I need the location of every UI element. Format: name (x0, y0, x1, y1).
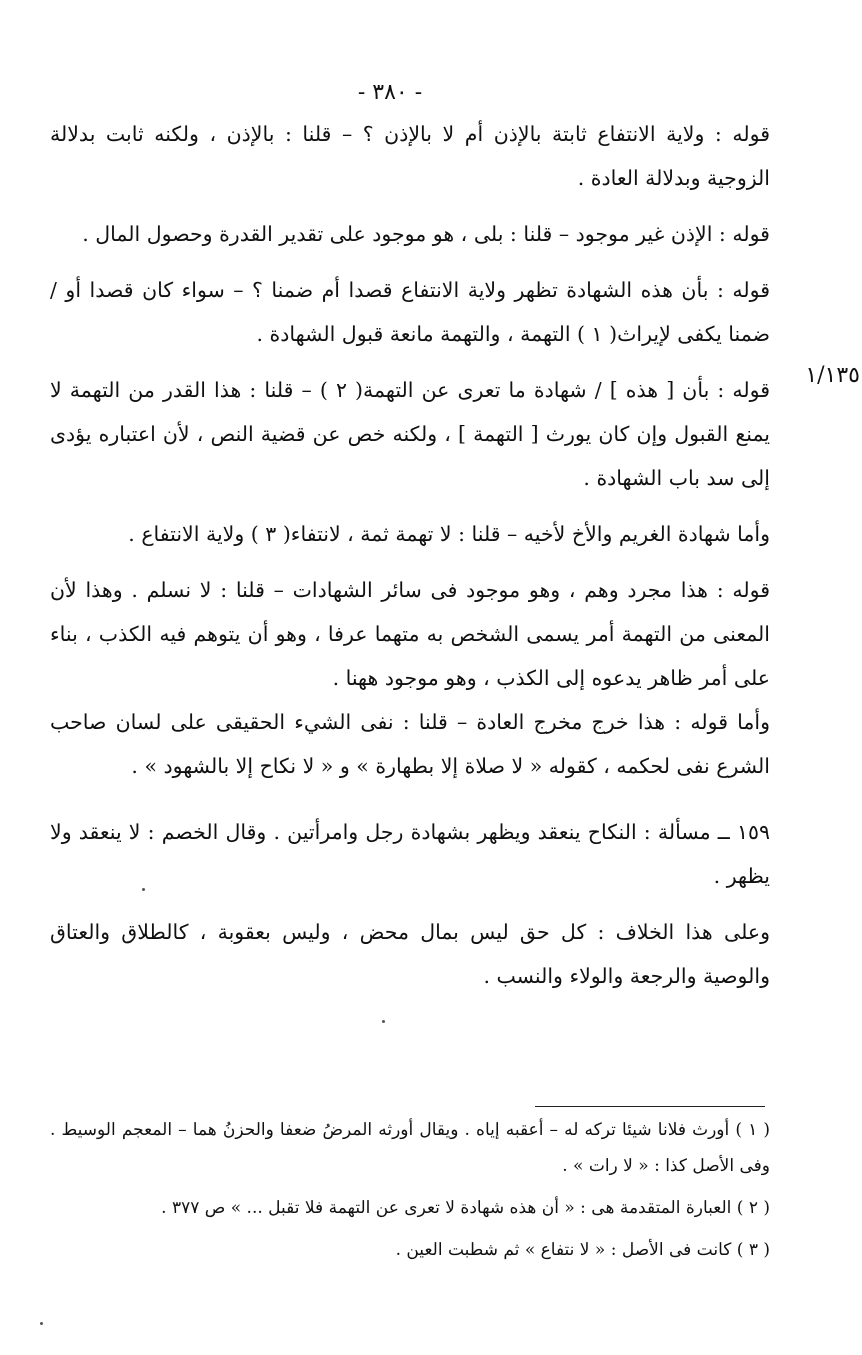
paragraph: قوله : هذا مجرد وهم ، وهو موجود فى سائر الشهادات – قلنا : لا نسلم . وهذا لأن المعنى من التهمة أمر يسمى الشخص به متهما عرفا ، وهو أن يتوهم فيه الكذب ، بناء على أمر ظاهر يدعوه إلى الكذب ، وهو موجود ههنا . (50, 578, 770, 690)
paragraph: قوله : الإذن غير موجود – قلنا : بلى ، هو موجود على تقدير القدرة وحصول المال . (82, 222, 770, 246)
footnote-separator (535, 1106, 765, 1107)
margin-folio-reference: ١/١٣٥ (805, 363, 860, 388)
paragraph: قوله : ولاية الانتفاع ثابتة بالإذن أم لا بالإذن ؟ – قلنا : بالإذن ، ولكنه ثابت بدلالة الزوجية وبدلالة العادة . (50, 122, 770, 190)
paragraph: قوله : بأن [ هذه ] / شهادة ما تعرى عن التهمة( ٢ ) – قلنا : هذا القدر من التهمة لا يمنع القبول وإن كان يورث [ التهمة ] ، ولكنه خص عن قضية النص ، لأن اعتباره يؤدى إلى سد باب الشهادة . (50, 378, 771, 490)
footnote: ( ٣ ) كانت فى الأصل : « لا نتفاع » ثم شطبت العين . (395, 1240, 770, 1260)
paragraph: قوله : بأن هذه الشهادة تظهر ولاية الانتفاع قصدا أم ضمنا ؟ – سواء كان قصدا أو / ضمنا يكفى لإيراث( ١ ) التهمة ، والتهمة مانعة قبول الشهادة . (50, 278, 770, 346)
scan-speck (142, 888, 145, 891)
paragraph: وأما قوله : هذا خرج مخرج العادة – قلنا : نفى الشيء الحقيقى على لسان صاحب الشرع نفى لحكمه ، كقوله « لا صلاة إلا بطهارة » و « لا نكاح إلا بالشهود » . (50, 710, 770, 778)
main-text (50, 112, 770, 1010)
scan-speck (382, 1020, 385, 1023)
footnote: ( ١ ) أورث فلانا شيئا تركه له – أعقبه إياه . ويقال أورثه المرضُ ضعفا والحزنُ هما – المعجم الوسيط . وفى الأصل كذا : « لا رات » . (50, 1120, 770, 1176)
page-number: - ٣٨٠ - (357, 80, 423, 105)
scan-speck (40, 1322, 43, 1325)
footnotes (50, 1112, 770, 1274)
footnote: ( ٢ ) العبارة المتقدمة هى : « أن هذه شهادة لا تعرى عن التهمة فلا تقبل ... » ص ٣٧٧ . (161, 1198, 770, 1218)
issue-paragraph: ١٥٩ ــ مسألة : النكاح ينعقد ويظهر بشهادة رجل وامرأتين . وقال الخصم : لا ينعقد ولا يظهر . (50, 820, 770, 888)
paragraph: وأما شهادة الغريم والأخ لأخيه – قلنا : لا تهمة ثمة ، لانتفاء( ٣ ) ولاية الانتفاع . (128, 522, 770, 546)
paragraph: وعلى هذا الخلاف : كل حق ليس بمال محض ، وليس بعقوبة ، كالطلاق والعتاق والوصية والرجعة والولاء والنسب . (50, 920, 770, 988)
